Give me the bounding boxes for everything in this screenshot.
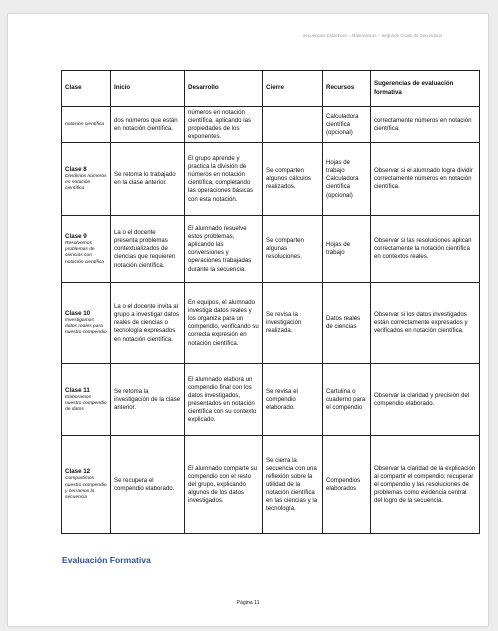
- clase-title: Clase 9: [65, 232, 87, 240]
- table-row: [62, 283, 480, 364]
- sugerencias-cell: Observar si el alumnado logra dividir correctamente números en notación científica.: [371, 143, 480, 216]
- clase-title: Clase 8: [65, 166, 87, 174]
- recursos-cell: Datos reales de ciencias: [323, 283, 371, 364]
- sugerencias-cell: correctamente números en notación científica.: [371, 107, 480, 143]
- lesson-table: [61, 70, 480, 534]
- clase-title: Clase 10: [65, 310, 91, 318]
- cierre-cell: Se comparten algunos cálculos realizados.: [263, 143, 323, 216]
- clase-cell: [62, 283, 111, 364]
- clase-cell: [62, 436, 111, 534]
- cierre-cell: Se cierra la secuencia con una reflexión sobre la utilidad de la notación científica en las ciencias y la tecnología.: [263, 436, 323, 534]
- section-heading: Evaluación Formativa: [62, 555, 151, 565]
- inicio-cell: La o el docente invita al grupo a investigar datos reales de ciencias o tecnología expresados en notación científica.: [111, 283, 185, 364]
- desarrollo-cell: números en notación científica, aplicando las propiedades de los exponentes.: [185, 107, 263, 143]
- recursos-cell: Compendios elaborados: [323, 436, 371, 534]
- cierre-cell: [263, 107, 323, 143]
- column-header: Desarrollo: [185, 71, 263, 107]
- table-row: [62, 436, 480, 534]
- column-header: Recursos: [323, 71, 371, 107]
- page-number: Página 11: [236, 600, 260, 606]
- inicio-cell: Se retoma lo trabajado en la clase anterior.: [111, 143, 185, 216]
- cierre-cell: Se comparten algunas resoluciones.: [263, 216, 323, 283]
- clase-subtitle: Resolvemos problemas de ciencias con notación científica: [65, 240, 105, 265]
- table-row: [62, 143, 480, 216]
- sugerencias-cell: Observar si los datos investigados están correctamente expresados y verificados en notación científica.: [371, 283, 480, 364]
- column-header: Clase: [62, 71, 111, 107]
- desarrollo-cell: El alumnado comparte su compendio con el resto del grupo, explicando algunos de los datos investigados.: [185, 436, 263, 534]
- desarrollo-cell: El alumnado resuelve estos problemas, aplicando las conversiones y operaciones trabajadas durante la secuencia.: [185, 216, 263, 283]
- column-header: Sugerencias de evaluación formativa: [371, 71, 480, 107]
- inicio-cell: Se recupera el compendio elaborado.: [111, 436, 185, 534]
- clase-subtitle: Investigamos datos reales para nuestro compendio: [65, 318, 107, 336]
- clase-subtitle: Compartimos nuestro compendio y cerramos la secuencia: [65, 476, 107, 501]
- sugerencias-cell: Observar la claridad y precisión del compendio elaborado.: [371, 364, 480, 436]
- column-header: Cierre: [263, 71, 323, 107]
- inicio-cell: dos números que están en notación científica.: [111, 107, 185, 143]
- inicio-cell: Se retoma la investigación de la clase anterior.: [111, 364, 185, 436]
- desarrollo-cell: El grupo aprende y practica la división de números en notación científica, completando las operaciones básicas con esta notación.: [185, 143, 263, 216]
- column-header: Inicio: [111, 71, 185, 107]
- table-row: [62, 364, 480, 436]
- document-page: [8, 14, 488, 626]
- clase-subtitle: notación científica: [65, 121, 105, 127]
- running-header: Secuencias Didácticas – Matemáticas – Segundo Grado de Secundaria: [302, 33, 442, 38]
- recursos-cell: Hojas de trabajo Calculadora científica (opcional): [323, 143, 371, 216]
- table-row: [62, 216, 480, 283]
- recursos-cell: Cartulina o cuaderno para el compendio: [323, 364, 371, 436]
- clase-subtitle: Dividimos números en notación científica: [65, 174, 107, 192]
- recursos-cell: Hojas de trabajo: [323, 216, 371, 283]
- cierre-cell: Se revisa la investigación realizada.: [263, 283, 323, 364]
- table-header-row: [62, 71, 480, 107]
- clase-cell: [62, 107, 111, 143]
- desarrollo-cell: El alumnado elabora un compendio final con los datos investigados, presentados en notación científica con su contexto explicado.: [185, 364, 263, 436]
- clase-cell: [62, 143, 111, 216]
- clase-cell: [62, 216, 111, 283]
- cierre-cell: Se revisa el compendio elaborado.: [263, 364, 323, 436]
- recursos-cell: Calculadora científica (opcional): [323, 107, 371, 143]
- inicio-cell: La o el docente presenta problemas contextualizados de ciencias que requieren notación científica.: [111, 216, 185, 283]
- table-row: [62, 107, 480, 143]
- sugerencias-cell: Observar la claridad de la explicación al compartir el compendio; recuperar el compendio y las resoluciones de problemas como evidencia central del logro de la secuencia.: [371, 436, 480, 534]
- clase-title: Clase 12: [65, 468, 91, 476]
- clase-title: Clase 11: [65, 386, 90, 394]
- sugerencias-cell: Observar si las resoluciones aplican correctamente la notación científica en contextos reales.: [371, 216, 480, 283]
- desarrollo-cell: En equipos, el alumnado investiga datos reales y los organiza para un compendio, verificando su correcta expresión en notación científica.: [185, 283, 263, 364]
- clase-cell: [62, 364, 111, 436]
- clase-subtitle: Elaboramos nuestro compendio de datos: [65, 394, 107, 412]
